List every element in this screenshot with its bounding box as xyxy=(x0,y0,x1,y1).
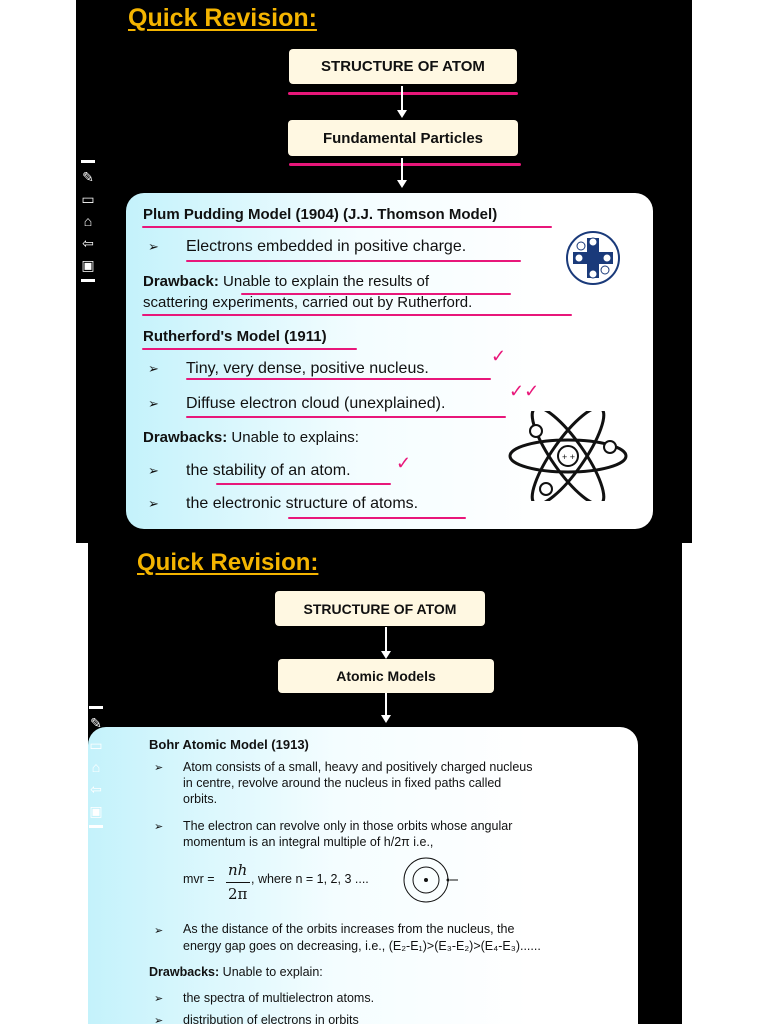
check-mark: ✓✓ xyxy=(509,381,540,401)
bullet-marker: ➢ xyxy=(154,1015,164,1024)
drawbacks-text: Unable to explains: xyxy=(231,429,359,446)
flow-arrow xyxy=(385,693,387,717)
drawbacks-line xyxy=(143,429,359,446)
slide-2 xyxy=(88,543,682,1024)
bohr-point-2-line-1: The electron can revolve only in those orbits whose angular xyxy=(183,819,513,833)
flow-arrow xyxy=(385,627,387,653)
highlight-underline xyxy=(186,416,506,418)
drawback-label: Drawback: xyxy=(143,273,219,290)
screen-icon[interactable]: ▭ xyxy=(81,191,95,207)
bohr-orbit-diagram xyxy=(396,855,466,905)
highlight-underline xyxy=(142,226,552,228)
highlight-underline xyxy=(216,483,391,485)
drawbacks-label: Drawbacks: xyxy=(149,965,220,979)
home-icon[interactable]: ⌂ xyxy=(83,213,93,229)
drawback-line xyxy=(143,273,429,290)
slide-title: Quick Revision: xyxy=(137,549,319,576)
highlight-underline xyxy=(288,517,466,519)
drawbacks-text: Unable to explain: xyxy=(222,965,323,979)
bullet-marker: ➢ xyxy=(148,239,159,254)
edit-icon[interactable]: ✎ xyxy=(82,169,94,185)
highlight-underline xyxy=(142,348,357,350)
content-card xyxy=(126,193,653,529)
bohr-drawback-2: distribution of electrons in orbits xyxy=(183,1013,359,1024)
bullet-marker: ➢ xyxy=(148,361,159,376)
content-card xyxy=(88,727,638,1024)
check-mark: ✓ xyxy=(396,453,412,473)
highlight-underline xyxy=(142,314,572,316)
screen-icon[interactable]: ▭ xyxy=(89,737,103,753)
formula-numerator: nh xyxy=(228,861,248,879)
rutherford-bullet-1: Tiny, very dense, positive nucleus. xyxy=(186,360,429,377)
rutherford-drawback-1: the stability of an atom. xyxy=(186,462,351,479)
drawbacks-line xyxy=(149,965,323,979)
structure-of-atom-box: STRUCTURE OF ATOM xyxy=(289,49,517,84)
home-icon[interactable]: ⌂ xyxy=(91,759,101,775)
back-icon[interactable]: ⇦ xyxy=(90,781,102,797)
bullet-marker: ➢ xyxy=(148,463,159,478)
bohr-drawback-1: the spectra of multielectron atoms. xyxy=(183,991,375,1005)
flow-arrow-head xyxy=(397,180,407,188)
bullet-marker: ➢ xyxy=(154,925,164,937)
flow-arrow-head xyxy=(381,651,391,659)
flow-arrow-head xyxy=(381,715,391,723)
toolbar-divider xyxy=(81,279,95,282)
side-toolbar xyxy=(80,160,96,282)
highlight-underline xyxy=(289,163,521,166)
flow-arrow xyxy=(401,86,403,110)
thomson-heading: Plum Pudding Model (1904) (J.J. Thomson Model) xyxy=(143,206,498,223)
fraction-bar xyxy=(226,882,250,883)
bohr-point-1-line-3: orbits. xyxy=(183,792,218,806)
side-toolbar xyxy=(88,706,104,828)
slide-1 xyxy=(76,0,692,543)
flow-arrow xyxy=(401,158,403,180)
bullet-marker: ➢ xyxy=(148,396,159,411)
flow-arrow-head xyxy=(397,110,407,118)
bohr-point-1-line-1: Atom consists of a small, heavy and positively charged nucleus xyxy=(183,760,533,774)
bullet-marker: ➢ xyxy=(154,821,164,833)
svg-text:+ +: + + xyxy=(562,452,576,462)
fundamental-particles-box: Fundamental Particles xyxy=(288,120,518,156)
toolbar-divider xyxy=(89,706,103,709)
highlight-underline xyxy=(186,378,491,380)
edit-icon[interactable]: ✎ xyxy=(90,715,102,731)
bullet-marker: ➢ xyxy=(148,496,159,511)
bullet-marker: ➢ xyxy=(154,762,164,774)
bohr-point-3-line-2: energy gap goes on decreasing, i.e., (E₂-E₁)>(E₃-E₂)>(E₄-E₃)...... xyxy=(183,939,541,953)
thomson-bullet: Electrons embedded in positive charge. xyxy=(186,238,467,255)
drawback-text: Unable to explain the results of xyxy=(223,273,430,290)
presentation-icon[interactable]: ▣ xyxy=(89,803,103,819)
rutherford-atom-diagram xyxy=(506,411,631,501)
highlight-underline xyxy=(186,260,521,262)
rutherford-heading: Rutherford's Model (1911) xyxy=(143,328,327,345)
bullet-marker: ➢ xyxy=(154,993,164,1005)
formula-lhs: mvr = xyxy=(183,872,215,886)
highlight-underline xyxy=(288,92,518,95)
bohr-point-2-line-2: momentum is an integral multiple of h/2π i.e., xyxy=(183,835,434,849)
structure-of-atom-box: STRUCTURE OF ATOM xyxy=(275,591,485,626)
formula-denominator: 2π xyxy=(228,885,248,903)
atomic-models-box: Atomic Models xyxy=(278,659,494,693)
rutherford-bullet-2: Diffuse electron cloud (unexplained). xyxy=(186,395,446,412)
drawbacks-label: Drawbacks: xyxy=(143,429,228,446)
toolbar-divider xyxy=(89,825,103,828)
bohr-point-3-line-1: As the distance of the orbits increases from the nucleus, the xyxy=(183,922,515,936)
presentation-icon[interactable]: ▣ xyxy=(81,257,95,273)
bohr-heading: Bohr Atomic Model (1913) xyxy=(149,737,309,752)
drawback-text-2: scattering experiments, carried out by Rutherford. xyxy=(143,294,473,311)
rutherford-drawback-2: the electronic structure of atoms. xyxy=(186,495,419,512)
plum-pudding-diagram xyxy=(565,230,621,286)
slide-title: Quick Revision: xyxy=(128,4,317,32)
formula-rhs: , where n = 1, 2, 3 .... xyxy=(251,872,369,886)
toolbar-divider xyxy=(81,160,95,163)
back-icon[interactable]: ⇦ xyxy=(82,235,94,251)
check-mark: ✓ xyxy=(491,346,507,366)
bohr-point-1-line-2: in centre, revolve around the nucleus in fixed paths called xyxy=(183,776,502,790)
